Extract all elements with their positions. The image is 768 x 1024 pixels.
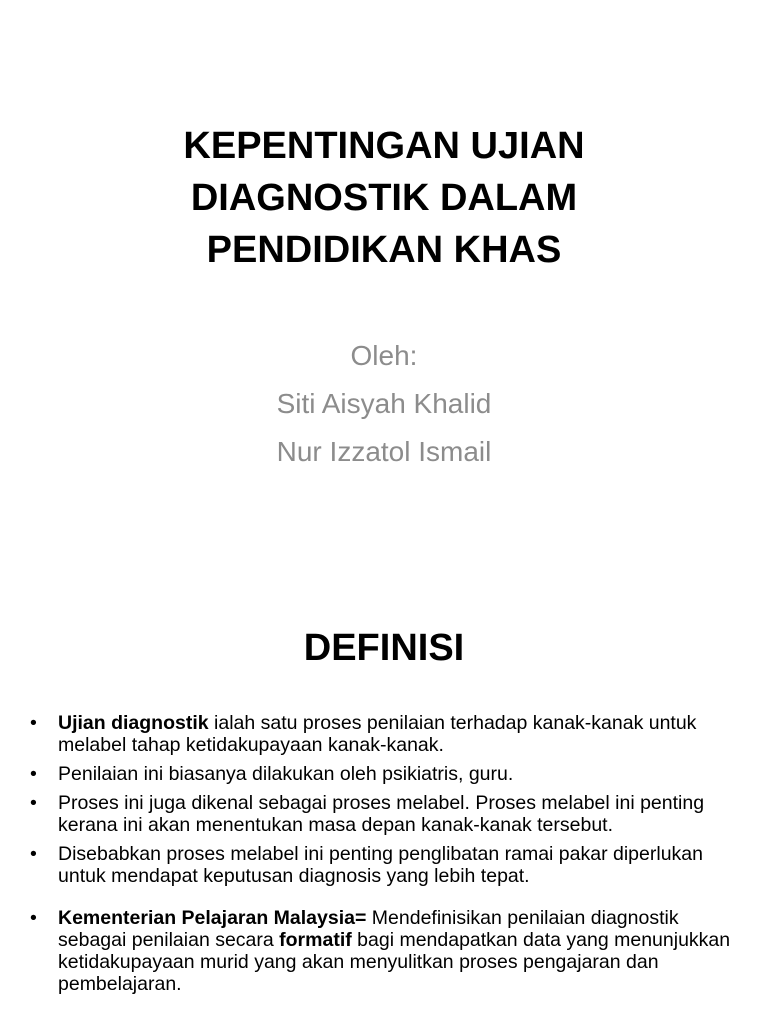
definition-slide (0, 576, 768, 1024)
title-line: DIAGNOSTIK DALAM (190, 177, 578, 219)
bullet-text: Proses ini juga dikenal sebagai proses melabel. Proses melabel ini penting kerana ini akan menentukan masa depan kanak-kanak tersebut. (58, 792, 705, 836)
bullet-text: bagi mendapatkan data yang menunjukkan ketidakupayaan murid yang akan menyulitkan proses pengajaran dan pembelajaran. (58, 929, 731, 995)
bold-term: Kementerian Pelajaran Malaysia= (58, 907, 367, 929)
author-label: Oleh: (350, 340, 418, 371)
bullet-icon: • (30, 907, 37, 929)
title-line: PENDIDIKAN KHAS (206, 229, 562, 271)
bullet-icon: • (30, 763, 37, 785)
bullet-text: Penilaian ini biasanya dilakukan oleh psikiatris, guru. (58, 763, 514, 785)
title-line: KEPENTINGAN UJIAN (183, 125, 585, 167)
bullet-text: Mendefinisikan penilaian diagnostik sebagai penilaian secara (58, 907, 679, 951)
bullet-text: Disebabkan proses melabel ini penting penglibatan ramai pakar diperlukan untuk mendapat keputusan diagnosis yang lebih tepat. (58, 843, 703, 887)
author-name: Siti Aisyah Khalid (276, 388, 492, 419)
author-name: Nur Izzatol Ismail (276, 436, 492, 467)
presentation-title (84, 120, 684, 276)
author-block (0, 332, 768, 476)
list-item (30, 712, 750, 756)
list-item (30, 907, 750, 995)
bullet-text: ialah satu proses penilaian terhadap kanak-kanak untuk melabel tahap ketidakupayaan kanak-kanak. (58, 712, 697, 756)
bullet-icon: • (30, 712, 37, 734)
bullet-icon: • (30, 792, 37, 814)
bullet-icon: • (30, 843, 37, 865)
list-item (30, 792, 750, 836)
slide-title: DEFINISI (303, 627, 465, 669)
bullet-list (30, 712, 750, 1002)
list-item (30, 843, 750, 887)
list-item (30, 763, 750, 785)
bold-term: Ujian diagnostik (58, 712, 209, 734)
bold-term: formatif (279, 929, 352, 951)
